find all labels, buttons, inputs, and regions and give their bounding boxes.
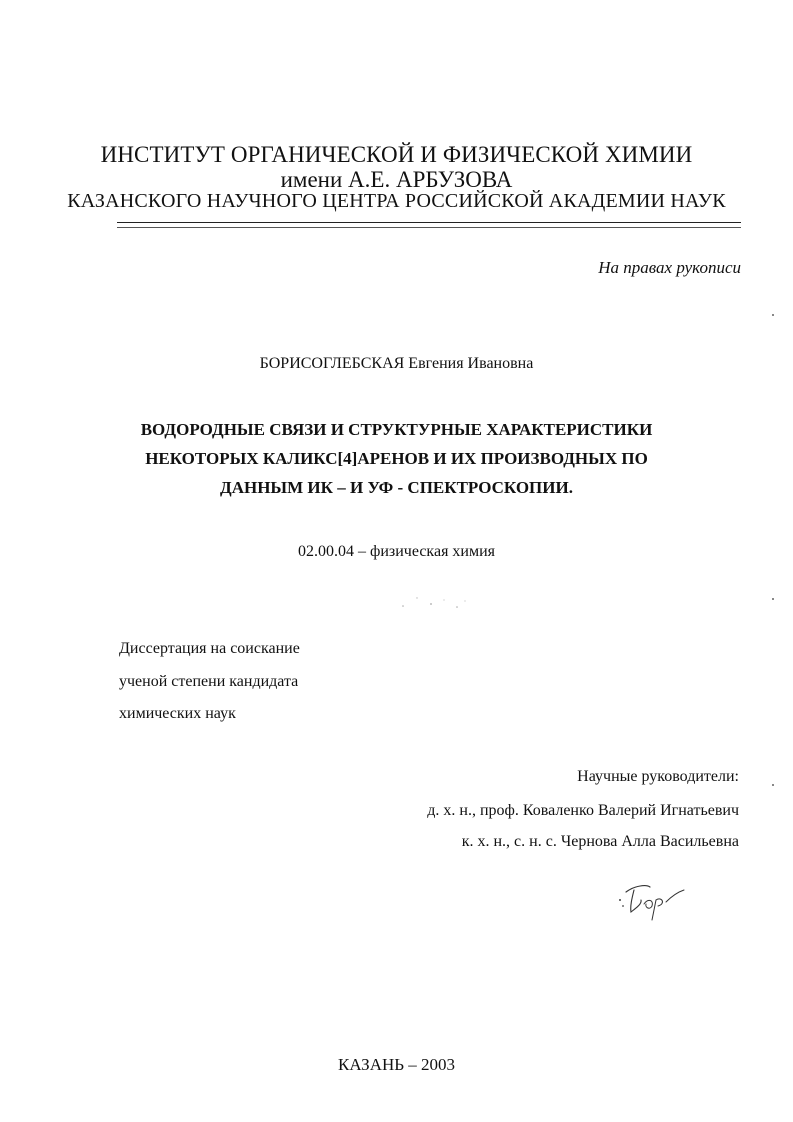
title-line-3: ДАННЫМ ИК – И УФ - СПЕКТРОСКОПИИ. — [220, 478, 573, 497]
scan-edge-mark — [772, 598, 774, 600]
handwritten-signature — [614, 878, 686, 922]
dissertation-title — [0, 415, 793, 502]
scan-edge-mark — [772, 314, 774, 316]
author-name: БОРИСОГЛЕБСКАЯ Евгения Ивановна — [259, 355, 534, 372]
supervisor-second: к. х. н., с. н. с. Чернова Алла Васильевна — [461, 833, 739, 850]
institution-name-line-1: ИНСТИТУТ ОРГАНИЧЕСКОЙ И ФИЗИЧЕСКОЙ ХИМИИ — [100, 142, 693, 167]
scan-specks — [395, 592, 475, 614]
title-line-2: НЕКОТОРЫХ КАЛИКС[4]АРЕНОВ И ИХ ПРОИЗВОДНЫХ ПО — [145, 449, 648, 468]
header-rule-thin — [117, 227, 741, 228]
manuscript-note: На правах рукописи — [598, 258, 741, 277]
place-and-year: КАЗАНЬ – 2003 — [337, 1055, 456, 1074]
institution-name-line-2: имени А.Е. АРБУЗОВА — [280, 167, 513, 192]
dissertation-line-3: химических наук — [119, 705, 236, 722]
dissertation-line-1: Диссертация на соискание — [119, 640, 300, 657]
specialty-code: 02.00.04 – физическая химия — [297, 543, 496, 560]
title-line-1: ВОДОРОДНЫЕ СВЯЗИ И СТРУКТУРНЫЕ ХАРАКТЕРИСТИКИ — [140, 420, 653, 439]
header-rule-thick — [117, 222, 741, 223]
scan-edge-mark — [772, 784, 774, 786]
supervisor-first: д. х. н., проф. Коваленко Валерий Игнатьевич — [427, 802, 739, 819]
supervisors-heading: Научные руководители: — [577, 768, 739, 785]
dissertation-line-2: ученой степени кандидата — [119, 673, 299, 690]
institution-name-line-3: КАЗАНСКОГО НАУЧНОГО ЦЕНТРА РОССИЙСКОЙ АКАДЕМИИ НАУК — [67, 190, 726, 212]
